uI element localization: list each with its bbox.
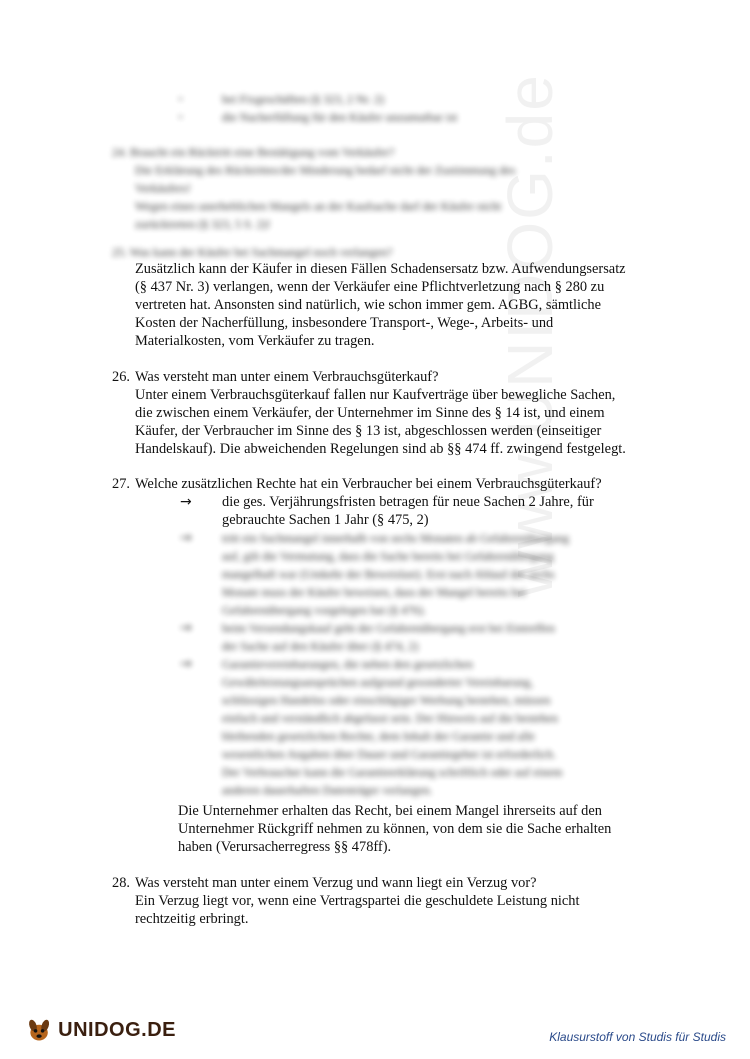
unidog-logo[interactable] bbox=[26, 1012, 176, 1048]
q27-closing-line: Die Unternehmer erhalten das Recht, bei einem Mangel ihrerseits auf den bbox=[178, 803, 602, 819]
arrow-icon: → bbox=[180, 494, 192, 510]
q27-closing-line: haben (Verursacherregress §§ 478ff). bbox=[178, 839, 392, 855]
q25-line: Materialkosten, vom Verkäufer zu tragen. bbox=[135, 333, 375, 349]
q27-item-line: gebrauchte Sachen 1 Jahr (§ 475, 2) bbox=[222, 512, 429, 528]
q25-line: Zusätzlich kann der Käufer in diesen Fällen Schadensersatz bzw. Aufwendungsersatz bbox=[135, 261, 626, 277]
q26-question: Was versteht man unter einem Verbrauchsgüterkauf? bbox=[135, 369, 439, 385]
arrow-icon: → bbox=[180, 656, 192, 672]
q24-line: Verkäufers! bbox=[135, 181, 191, 195]
q26-number: 26. bbox=[112, 369, 130, 385]
q25-line: (§ 437 Nr. 3) verlangen, wenn der Verkäufer eine Pflichtverletzung nach § 280 zu bbox=[135, 279, 605, 295]
arrow-icon: → bbox=[180, 620, 192, 636]
q25-heading: 25. Was kann der Käufer bei Sachmangel noch verlangen? bbox=[112, 245, 393, 259]
watermark: www.UNIDOG.de bbox=[494, 73, 566, 597]
q25-line: Kosten der Nacherfüllung, insbesondere Transport-, Wege-, Arbeits- und bbox=[135, 315, 554, 331]
q26-line: Käufer, der Verbraucher im Sinne des § 13 ist, abgeschlossen werden (einseitiger bbox=[135, 423, 602, 439]
document-page: www.UNIDOG.de - bei Fixgeschäften (§ 323, 2 Nr. 2) - die Nacherfüllung für den Käufer unzumutbar ist 24. Braucht ein Rücktritt eine Bestätigung vom Verkäufer? Die Erklärung des Rücktrittes/der Minderung bedarf nicht der Zustimmung des Verkäufers! Wegen eines unerheblichen Mangels an der Kaufsache darf der Käufer nicht zurücktreten (§ 323, 5 S. 2)! 25. Was kann der Käufer bei Sachmangel noch verlangen? Zusätzlich kann der Käufer in diesen Fällen Schadensersatz bzw. Aufwendungsersatz (§ 437 Nr. 3) verlangen, wenn der Verkäufer eine Pflichtverletzung nach § 280 zu vertreten hat. Ansonsten sind natürlich, wie schon immer gem. AGBG, sämtliche Kosten der Nacherfüllung, insbesondere Transport-, Wege-, Arbeits- und Materialkosten, vom Verkäufer zu tragen. 26. Was versteht man unter einem Verbrauchsgüterkauf? Unter einem Verbrauchsgüterkauf fallen nur Kaufverträge über bewegliche Sachen, die zwischen einem Verkäufer, der Unternehmer im Sinne des § 14 ist, und einem Käufer, der Verbraucher im Sinne des § 13 ist, abgeschlossen werden (einseitiger Handelskauf). Die abweichenden Regelungen sind ab §§ 474 ff. zwingend festgelegt. 27. Welche zusätzlichen Rechte hat ein Verbraucher bei einem Verbrauchsgüterkauf? → die ges. Verjährungsfristen betragen für neue Sachen 2 Jahre, für gebrauchte Sachen 1 Jahr (§ 475, 2) → tritt ein Sachmangel innerhalb von sechs Monaten ab Gefahrenübergang auf, gilt die Vermutung, dass die Sache bereits bei Gefahrenübergang mangelhaft war (Umkehr der Beweislast). Erst nach Ablauf der sechs Monate muss der Käufer beweisen, dass der Mangel bereits bei Gefahrenübergang vorgelegen hat (§ 476). → beim Versendungskauf geht der Gefahrenübergang erst bei Eintreffen der Sache auf den Käufer über (§ 474, 2) → Garantievereinbarungen, die neben den gesetzlichen Gewährleistungsansprüchen aufgrund gesonderter Vereinbarung, schlüssigen Handelns oder einschlägiger Werbung bestehen, müssen einfach und verständlich abgefasst sein. Der Hinweis auf die bestehen bleibenden gesetzlichen Rechte, dem Inhalt der Garantie und alle wesentlichen Angaben über Dauer und Garantiegeber ist erforderlich. Der Verbraucher kann die Garantieerklärung schriftlich oder auf einem anderen dauerhaften Datenträger verlangen. Die Unternehmer erhalten das Recht, bei einem Mangel ihrerseits auf den Unternehmer Rückgriff nehmen zu können, von dem sie die Sache erhalten haben (Verursacherregress §§ 478ff). 28. Was versteht man unter einem Verzug und wann liegt ein Verzug vor? Ein Verzug liegt vor, wenn eine Vertragspartei die geschuldete Leistung nicht rechtzeitig erbringt. UNIDOG.DE Klausurstoff von Studis für Studis bbox=[0, 0, 750, 1059]
q27-closing-line: Unternehmer Rückgriff nehmen zu können, von dem sie die Sache erhalten bbox=[178, 821, 612, 837]
q24-line: zurücktreten (§ 323, 5 S. 2)! bbox=[135, 217, 271, 231]
q28-line: Ein Verzug liegt vor, wenn eine Vertragspartei die geschuldete Leistung nicht bbox=[135, 893, 580, 909]
q28-number: 28. bbox=[112, 875, 130, 891]
q26-line: Unter einem Verbrauchsgüterkauf fallen nur Kaufverträge über bewegliche Sachen, bbox=[135, 387, 616, 403]
q27-number: 27. bbox=[112, 476, 130, 492]
q24-heading: 24. Braucht ein Rücktritt eine Bestätigung vom Verkäufer? bbox=[112, 145, 395, 159]
arrow-icon: → bbox=[180, 530, 192, 546]
q26-line: die zwischen einem Verkäufer, der Unternehmer im Sinne des § 14 ist, und einem bbox=[135, 405, 605, 421]
q28-question: Was versteht man unter einem Verzug und wann liegt ein Verzug vor? bbox=[135, 875, 537, 891]
dog-icon bbox=[26, 1015, 52, 1045]
q28-line: rechtzeitig erbringt. bbox=[135, 911, 249, 927]
q24-line: Wegen eines unerheblichen Mangels an der Kaufsache darf der Käufer nicht bbox=[135, 199, 502, 213]
q25-line: vertreten hat. Ansonsten sind natürlich, wie schon immer gem. AGBG, sämtliche bbox=[135, 297, 602, 313]
blurred-bullet: die Nacherfüllung für den Käufer unzumutbar ist bbox=[222, 110, 458, 124]
footer-tagline: Klausurstoff von Studis für Studis bbox=[549, 1030, 726, 1044]
q24-line: Die Erklärung des Rücktrittes/der Minderung bedarf nicht der Zustimmung des bbox=[135, 163, 516, 177]
q27-question: Welche zusätzlichen Rechte hat ein Verbraucher bei einem Verbrauchsgüterkauf? bbox=[135, 476, 602, 492]
blurred-bullet: bei Fixgeschäften (§ 323, 2 Nr. 2) bbox=[222, 92, 384, 106]
q27-item-line: die ges. Verjährungsfristen betragen für neue Sachen 2 Jahre, für bbox=[222, 494, 594, 510]
q26-line: Handelskauf). Die abweichenden Regelungen sind ab §§ 474 ff. zwingend festgelegt. bbox=[135, 441, 626, 457]
logo-text: UNIDOG.DE bbox=[58, 1018, 176, 1041]
